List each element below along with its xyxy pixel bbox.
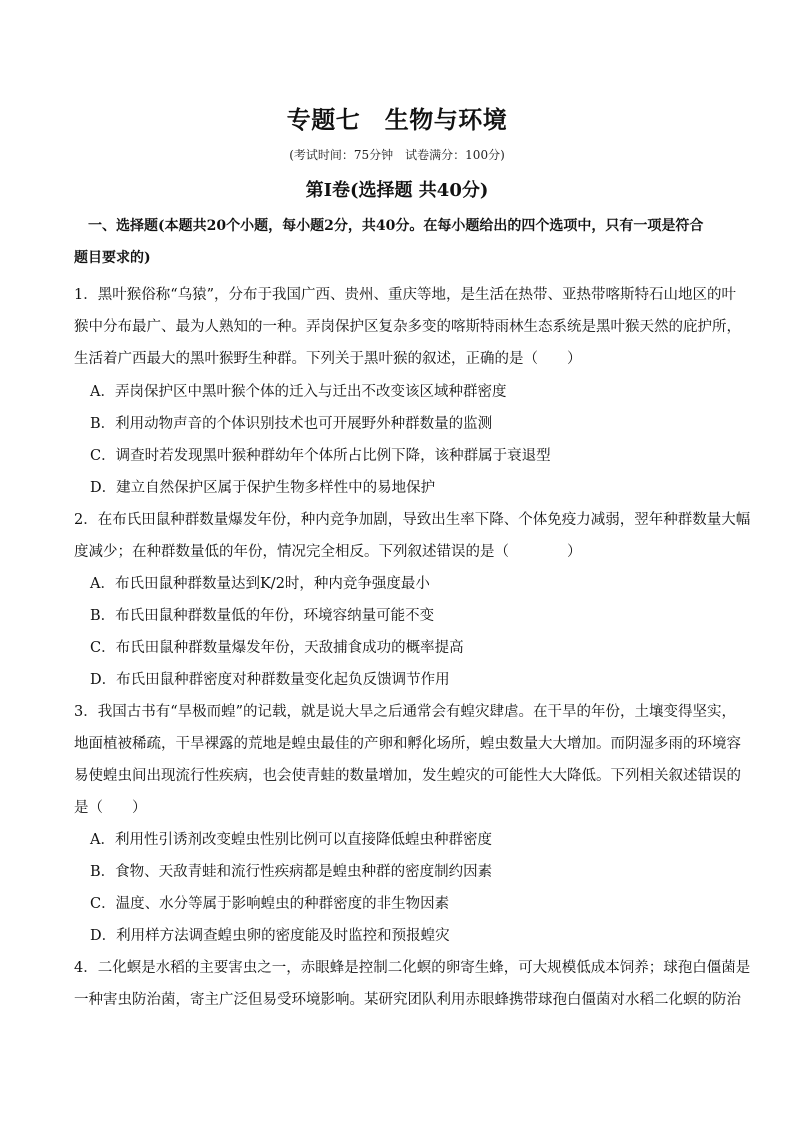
question-2-text: 2．在布氏田鼠种群数量爆发年份，种内竞争加剧，导致出生率下降、个体免疫力减弱，翌年种群数量大幅 [74, 512, 751, 528]
question-4-text: 4．二化螟是水稻的主要害虫之一，赤眼蜂是控制二化螟的卵寄生蜂，可大规模低成本饲养；球孢白僵菌是 [74, 960, 751, 976]
question-2-option-a: A．布氏田鼠种群数量达到K/2时，种内竞争强度最小 [90, 576, 430, 592]
question-3-option-c: C．温度、水分等属于影响蝗虫的种群密度的非生物因素 [90, 896, 450, 912]
question-3-text: 地面植被稀疏，干旱裸露的荒地是蝗虫最佳的产卵和孵化场所，蝗虫数量大大增加。而阴湿多雨的环境容 [74, 736, 741, 752]
question-1-option-a: A．弄岗保护区中黑叶猴个体的迁入与迁出不改变该区域种群密度 [90, 384, 507, 400]
question-3-text: 易使蝗虫间出现流行性疾病，也会使青蛙的数量增加，发生蝗灾的可能性大大降低。下列相关叙述错误的 [74, 768, 741, 784]
section-instruction: 一、选择题(本题共20个小题，每小题2分，共40分。在每小题给出的四个选项中，只有一项是符合 [88, 218, 704, 234]
question-3-text: 是（ ） [74, 800, 147, 816]
question-1-text: 1．黑叶猴俗称“乌猿”，分布于我国广西、贵州、重庆等地，是生活在热带、亚热带喀斯特石山地区的叶 [74, 287, 737, 303]
question-2-option-d: D．布氏田鼠种群密度对种群数量变化起负反馈调节作用 [90, 672, 450, 688]
question-1-text: 生活着广西最大的黑叶猴野生种群。下列关于黑叶猴的叙述，正确的是（ ） [74, 351, 582, 367]
page-title: 专题七 生物与环境 [286, 106, 508, 134]
question-1-text: 猴中分布最广、最为人熟知的一种。弄岗保护区复杂多变的喀斯特雨林生态系统是黑叶猴天然的庇护所， [74, 319, 741, 335]
exam-info: (考试时间：75分钟 试卷满分：100分) [289, 148, 505, 162]
question-2-option-c: C．布氏田鼠种群数量爆发年份，天敌捕食成功的概率提高 [90, 640, 464, 656]
question-1-option-b: B．利用动物声音的个体识别技术也可开展野外种群数量的监测 [90, 416, 493, 432]
question-3-option-d: D．利用样方法调查蝗虫卵的密度能及时监控和预报蝗灾 [90, 928, 450, 944]
question-3-option-b: B．食物、天敌青蛙和流行性疾病都是蝗虫种群的密度制约因素 [90, 864, 493, 880]
section-instruction-cont: 题目要求的) [74, 250, 151, 266]
section-title: 第Ⅰ卷(选择题 共40分) [305, 180, 489, 201]
question-3-text: 3．我国古书有“旱极而蝗”的记载，就是说大旱之后通常会有蝗灾肆虐。在干旱的年份，土壤变得坚实， [74, 704, 737, 720]
question-2-option-b: B．布氏田鼠种群数量低的年份，环境容纳量可能不变 [90, 608, 435, 624]
question-3-option-a: A．利用性引诱剂改变蝗虫性别比例可以直接降低蝗虫种群密度 [90, 832, 492, 848]
question-4-text: 一种害虫防治菌，寄主广泛但易受环境影响。某研究团队利用赤眼蜂携带球孢白僵菌对水稻二化螟的防治 [74, 992, 741, 1008]
question-1-option-d: D．建立自然保护区属于保护生物多样性中的易地保护 [90, 480, 436, 496]
question-1-option-c: C．调查时若发现黑叶猴种群幼年个体所占比例下降，该种群属于衰退型 [90, 448, 551, 464]
question-2-text: 度减少；在种群数量低的年份，情况完全相反。下列叙述错误的是（ ） [74, 544, 582, 560]
